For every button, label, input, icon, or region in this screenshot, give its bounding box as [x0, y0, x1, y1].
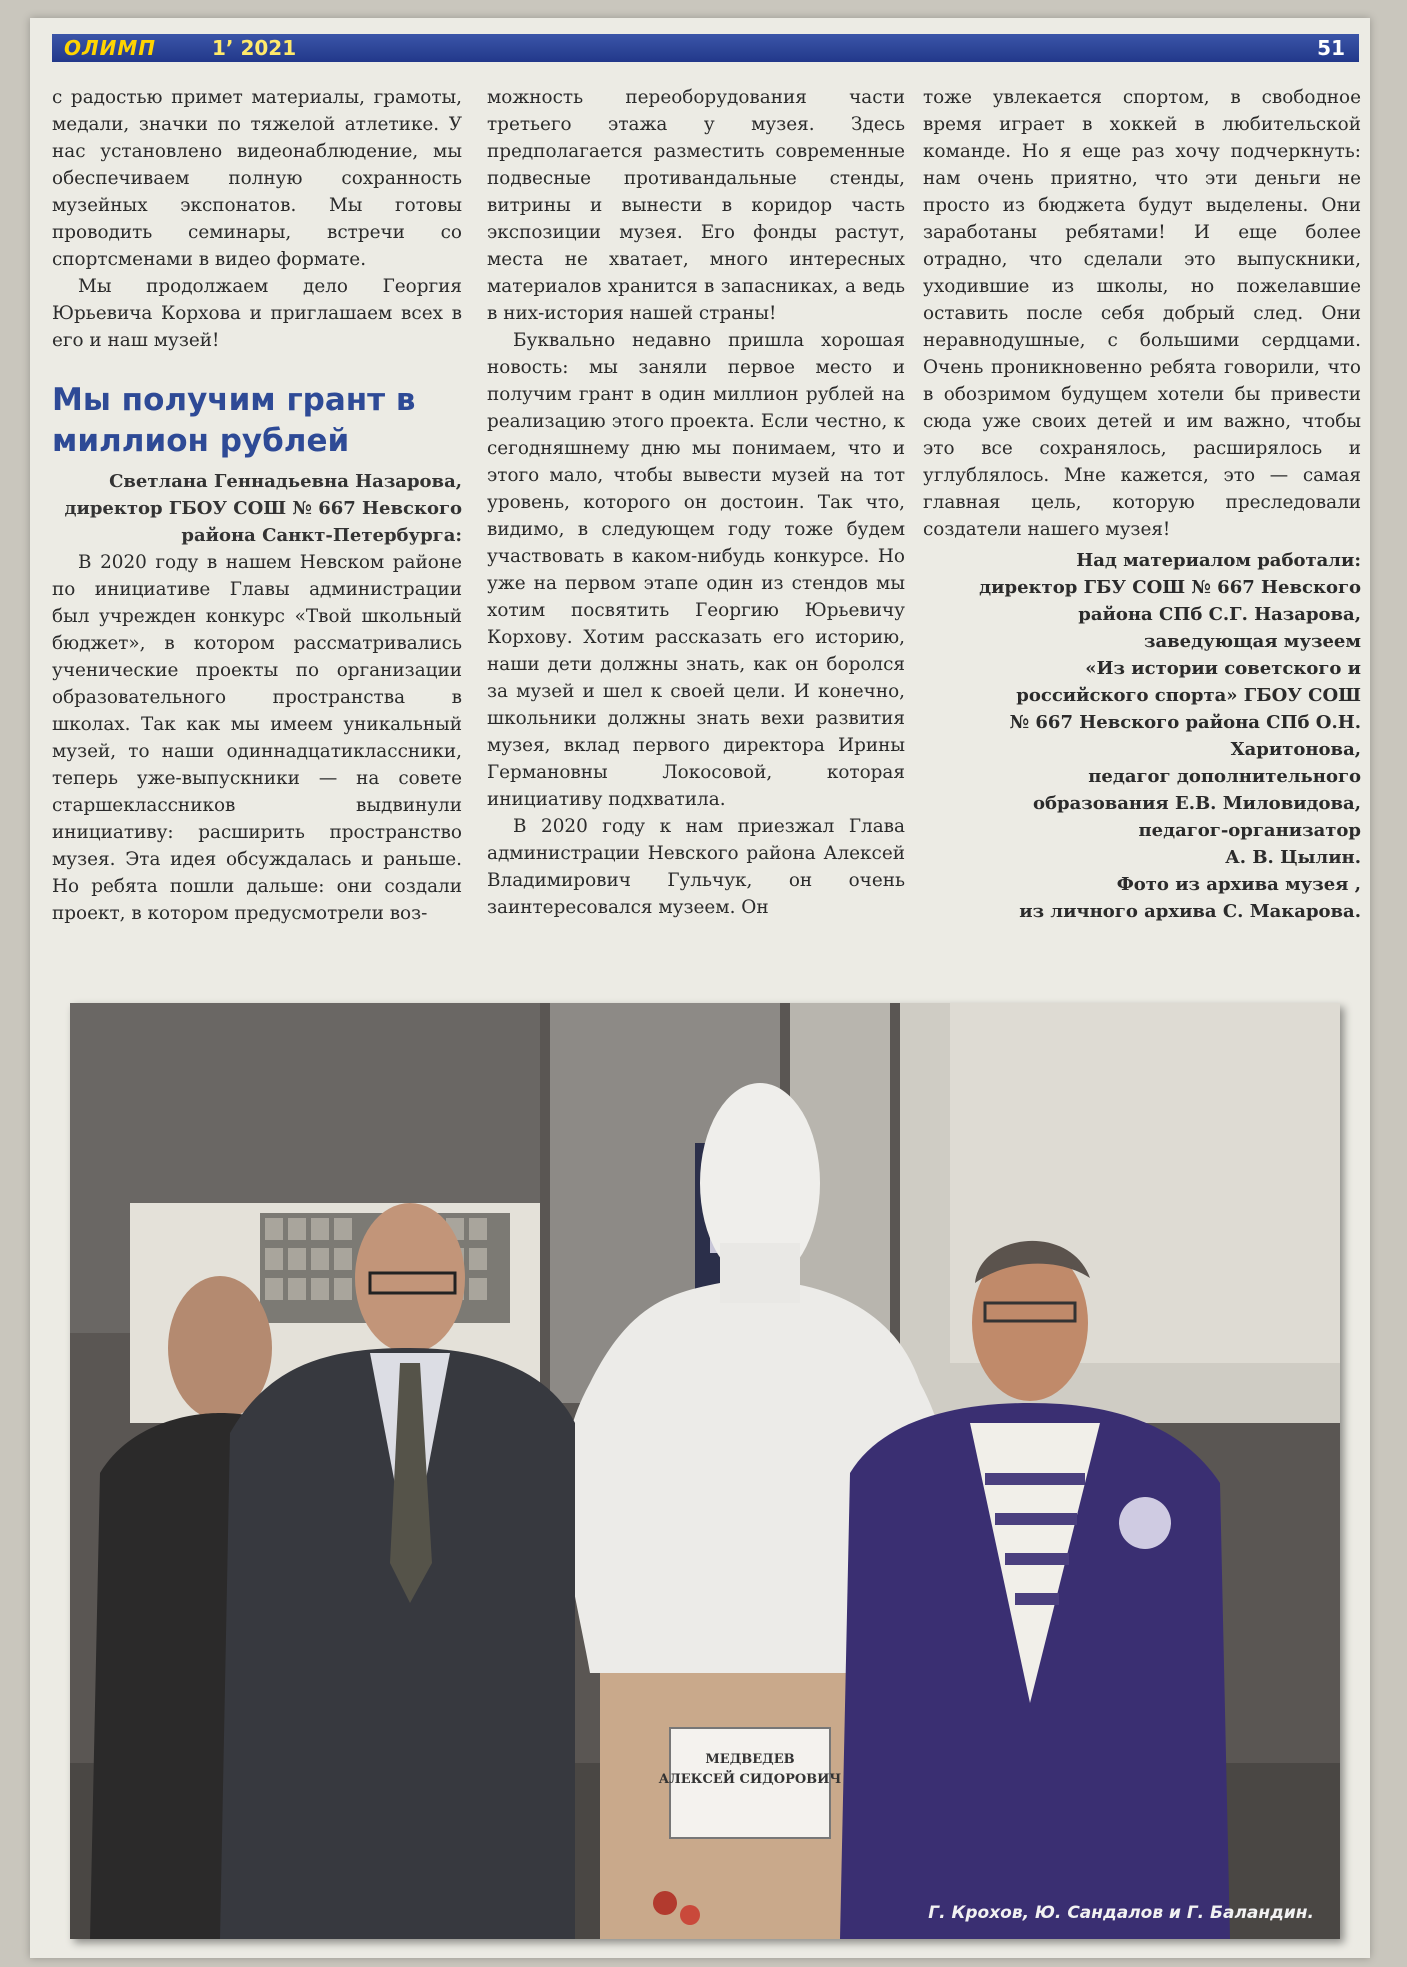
author-byline: Светлана Геннадьевна Назарова, директор ГБОУ СОШ № 667 Невского района Санкт-Петербурга:: [64, 471, 462, 546]
museum-photo: [70, 1003, 1340, 1939]
magazine-page: [30, 18, 1370, 1958]
issue-number: 1’ 2021: [212, 36, 297, 60]
credits-line: заведующая музеем: [1144, 631, 1361, 652]
text-column-2: [487, 84, 905, 921]
credits-block: [923, 547, 1361, 925]
paragraph: Мы продолжаем дело Георгия Юрьевича Корхова и приглашаем всех в его и наш музей!: [52, 276, 462, 351]
paragraph: В 2020 году к нам приезжал Глава администрации Невского района Алексей Владимирович Гульчук, он очень заинтересовался музеем. Он: [487, 816, 905, 918]
credits-line: Фото из архива музея ,: [1116, 874, 1361, 895]
credits-line: «Из истории советского и: [1085, 658, 1361, 679]
paragraph: тоже увлекается спортом, в свободное время играет в хоккей в любительской команде. Но я еще раз хочу подчеркнуть: нам очень приятно, что эти деньги не просто из бюджета будут выделены. Они заработаны ребятами! И еще более отрадно, что сделали это выпускники, уходившие из школы, но пожелавшие оставить после себя добрый след. Они неравнодушные, с большими сердцами. Очень проникновенно ребята говорили, что в обозримом будущем хотели бы привести сюда уже своих детей и им важно, чтобы это все сохранялось, расширялось и углублялось. Мне кажется, это — самая главная цель, которую преследовали создатели нашего музея!: [923, 87, 1361, 540]
text-column-3: [923, 84, 1361, 925]
credits-line: А. В. Цылин.: [1225, 847, 1361, 868]
plaque-line-2: АЛЕКСЕЙ СИДОРОВИЧ: [658, 1772, 842, 1787]
photo-illustration: [70, 1003, 1340, 1939]
page-header: [52, 34, 1359, 62]
paragraph: В 2020 году в нашем Невском районе по инициативе Главы администрации был учрежден конкурс «Твой школьный бюджет», в котором рассматривались ученические проекты по организации образовательного пространства в школах. Так как мы имеем уникальный музей, то наши одиннадцатиклассники, теперь уже-выпускники — на совете старшеклассников выдвинули инициативу: расширить пространство музея. Эта идея обсуждалась и раньше. Но ребята пошли дальше: они создали проект, в котором предусмотрели воз-: [52, 552, 462, 924]
credits-line: педагог-организатор: [1138, 820, 1361, 841]
credits-line: образования Е.В. Миловидова,: [1032, 793, 1361, 814]
paragraph: можность переоборудования части третьего этажа у музея. Здесь предполагается разместить современные подвесные противандальные стенды, витрины и вынести в коридор часть экспозиции музея. Его фонды растут, места не хватает, много интересных материалов хранится в запасниках, а ведь в них-история нашей страны!: [487, 87, 905, 324]
paragraph: с радостью примет материалы, грамоты, медали, значки по тяжелой атлетике. У нас установлено видеонаблюдение, мы обеспечиваем полную сохранность музейных экспонатов. Мы готовы проводить семинары, встречи со спортсменами в видео формате.: [52, 87, 462, 270]
magazine-title: ОЛИМП: [64, 36, 156, 60]
credits-line: № 667 Невского района СПб О.Н.: [1009, 712, 1361, 733]
credits-line: педагог дополнительного: [1088, 766, 1361, 787]
plaque-line-1: МЕДВЕДЕВ: [705, 1752, 795, 1767]
credits-line: Харитонова,: [1230, 739, 1361, 760]
credits-line: из личного архива С. Макарова.: [1019, 901, 1361, 922]
article-heading: Мы получим грант в миллион рублей: [52, 382, 416, 459]
credits-line: директор ГБУ СОШ № 667 Невского: [979, 577, 1361, 598]
credits-line: российского спорта» ГБОУ СОШ: [1016, 685, 1361, 706]
page-number: 51: [1317, 36, 1345, 60]
paragraph: Буквально недавно пришла хорошая новость: мы заняли первое место и получим грант в один миллион рублей на реализацию этого проекта. Если честно, к сегодняшнему дню мы понимаем, что и этого мало, чтобы вывести музей на тот уровень, которого он достоин. Так что, видимо, в следующем году тоже будем участвовать в каком-нибудь конкурсе. Но уже на первом этапе один из стендов мы хотим посвятить Георгию Юрьевичу Корхову. Хотим рассказать его историю, наши дети должны знать, как он боролся за музей и шел к своей цели. И конечно, школьники должны знать вехи развития музея, вклад первого директора Ирины Германовны Локосовой, которая инициативу подхватила.: [487, 330, 905, 810]
text-column-1: [52, 84, 462, 927]
photo-caption: Г. Крохов, Ю. Сандалов и Г. Баландин.: [928, 1903, 1314, 1923]
credits-line: района СПб С.Г. Назарова,: [1078, 604, 1361, 625]
credits-line: Над материалом работали:: [1076, 550, 1361, 571]
